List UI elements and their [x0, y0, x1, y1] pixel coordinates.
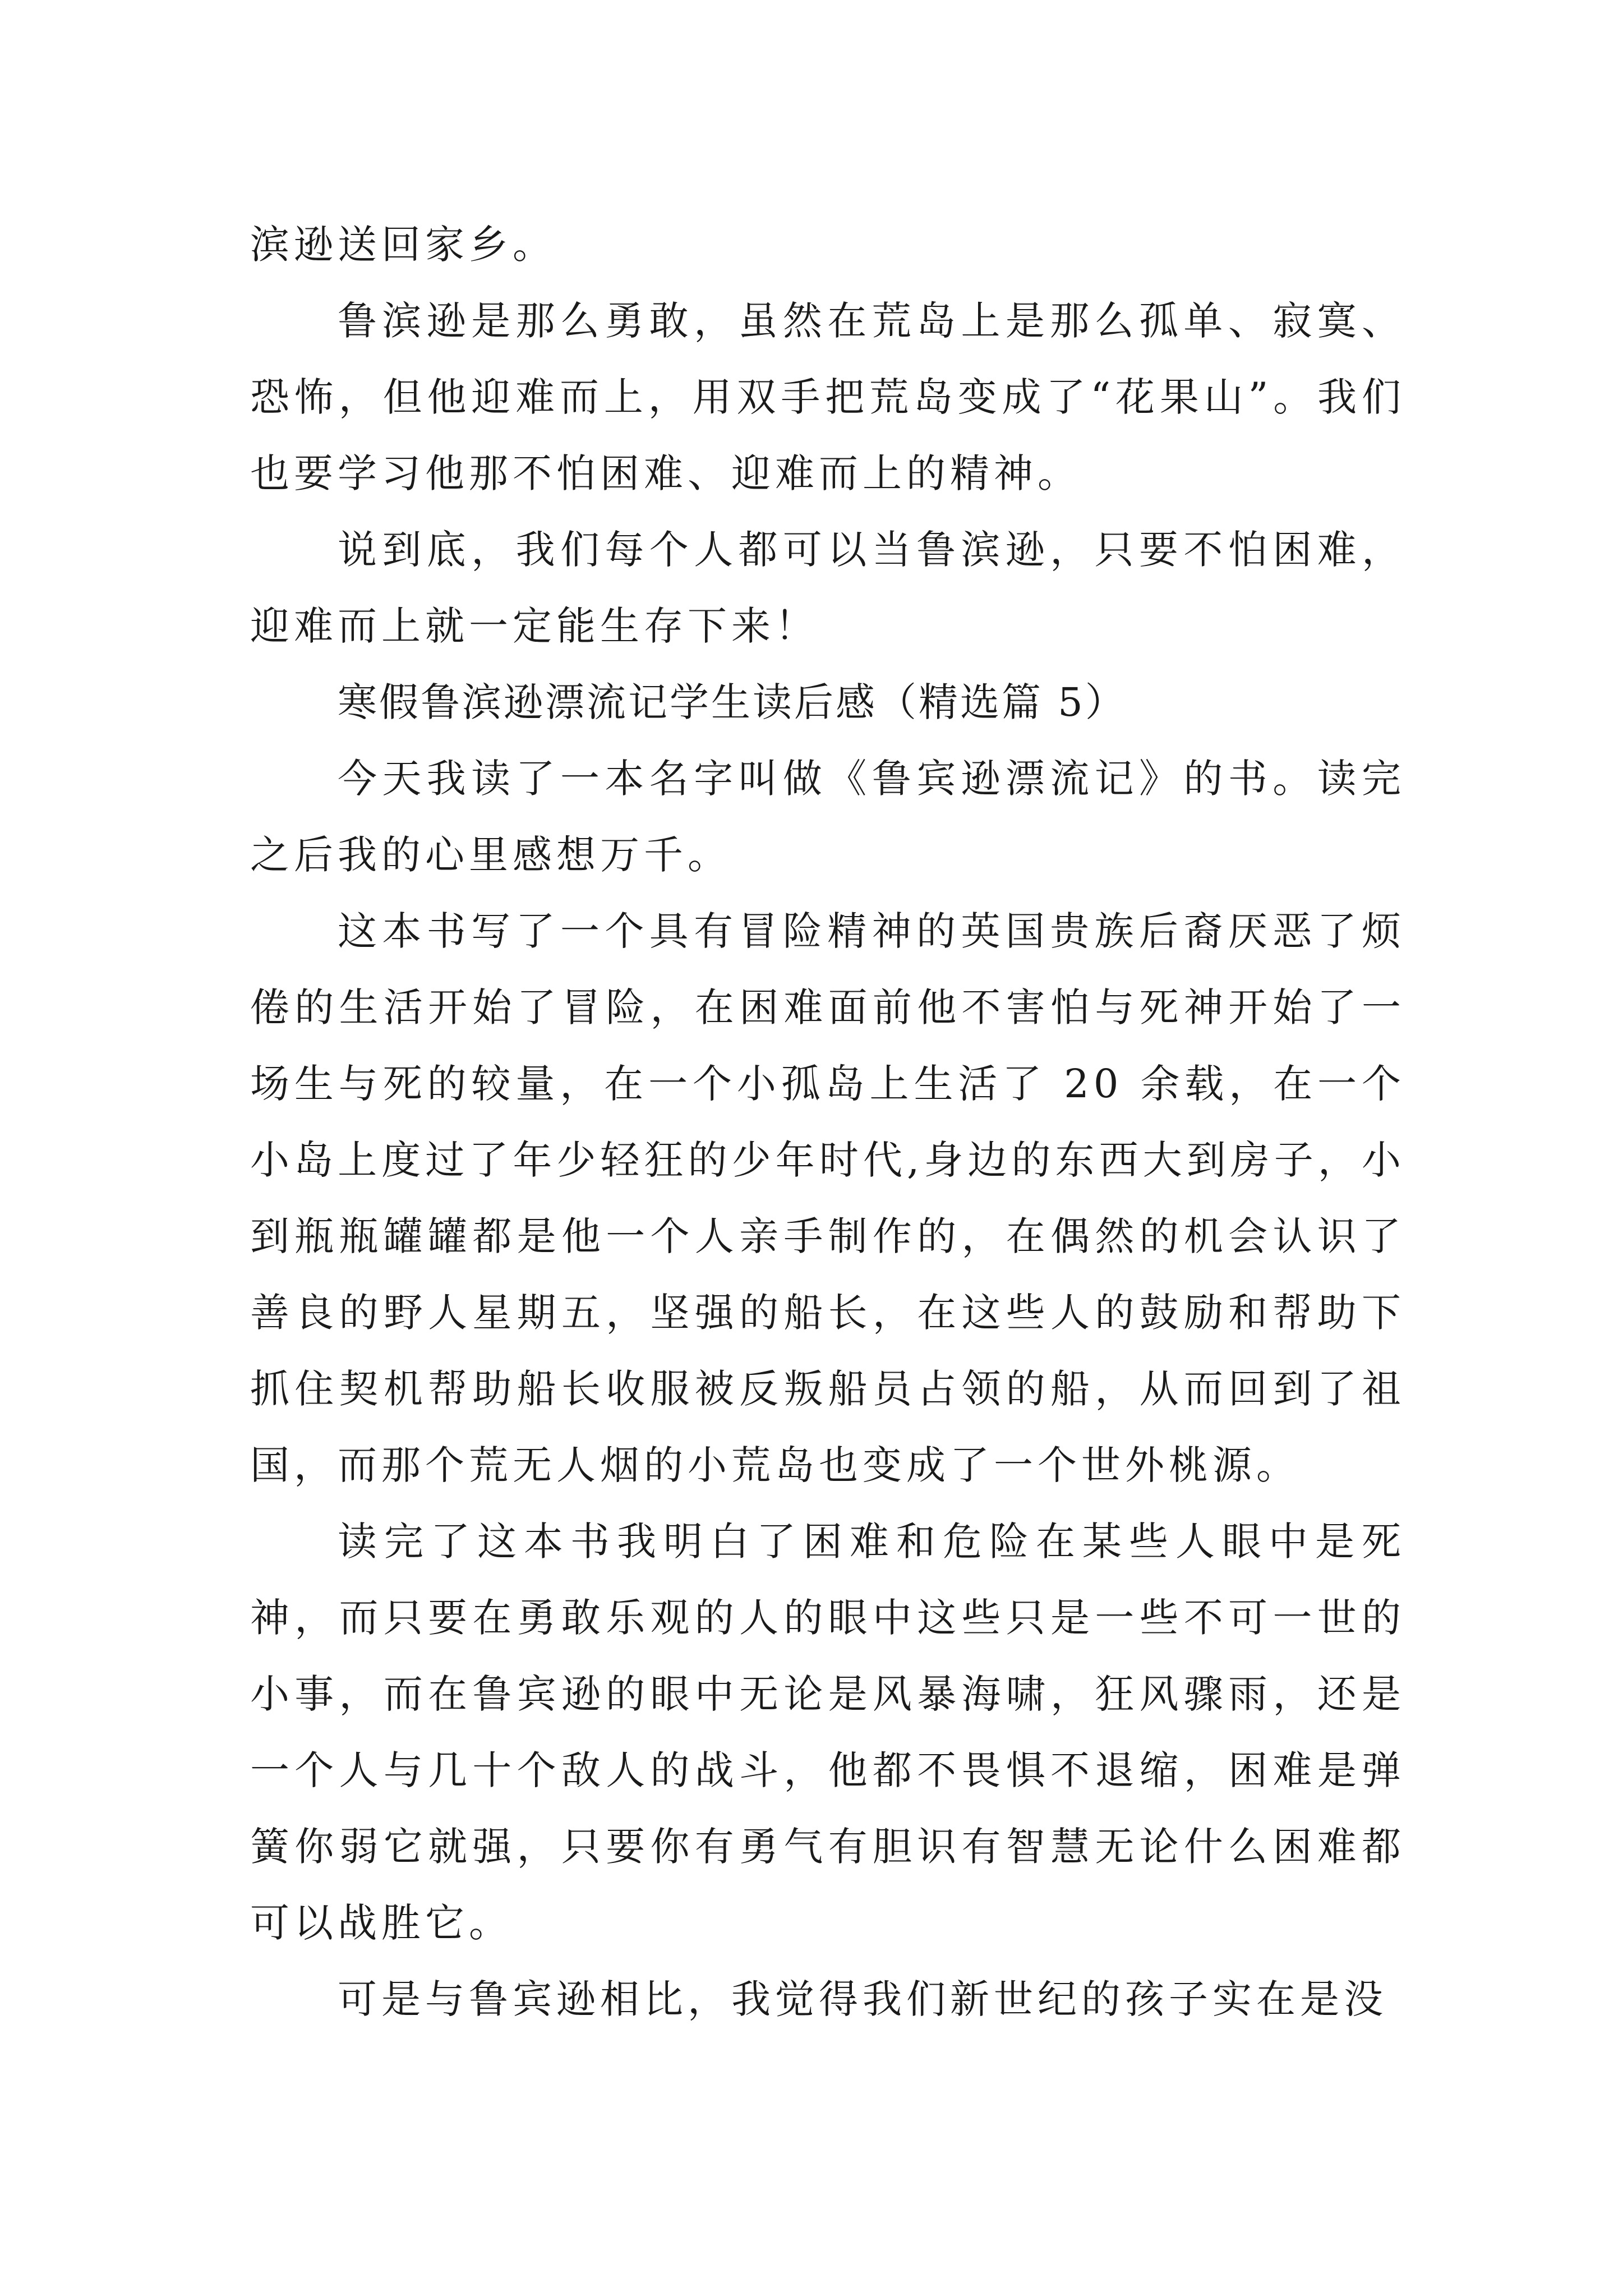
section-heading: 寒假鲁滨逊漂流记学生读后感（精选篇 5）	[338, 679, 1127, 725]
paragraph-reflection: 读完了这本书我明白了困难和危险在某些人眼中是死神，而只要在勇敢乐观的人的眼中这些只是一些不可一世的小事，而在鲁宾逊的眼中无论是风暴海啸，狂风骤雨，还是一个人与几十个敌人的战斗，他都不畏惧不退缩，困难是弹簧你弱它就强，只要你有勇气有胆识有智慧无论什么困难都可以战胜它。	[250, 1519, 1405, 1946]
paragraph-continuation: 滨逊送回家乡。	[250, 222, 556, 268]
paragraph-courage: 鲁滨逊是那么勇敢，虽然在荒岛上是那么孤单、寂寞、恐怖，但他迎难而上，用双手把荒岛变成了“花果山”。我们也要学习他那不怕困难、迎难而上的精神。	[250, 298, 1405, 496]
document-body	[250, 206, 1405, 2037]
paragraph-summary: 这本书写了一个具有冒险精神的英国贵族后裔厌恶了烦倦的生活开始了冒险，在困难面前他不害怕与死神开始了一场生与死的较量，在一个小孤岛上生活了 20 余载，在一个小岛上度过了年少轻狂的少年时代,身边的东西大到房子，小到瓶瓶罐罐都是他一个人亲手制作的，在偶然的机会认识了善良的野人星期五，坚强的船长，在这些人的鼓励和帮助下抓住契机帮助船长收服被反叛船员占领的船，从而回到了祖国，而那个荒无人烟的小荒岛也变成了一个世外桃源。	[250, 908, 1405, 1488]
paragraph-comparison: 可是与鲁宾逊相比，我觉得我们新世纪的孩子实在是没	[338, 1976, 1387, 2022]
paragraph-intro: 今天我读了一本名字叫做《鲁宾逊漂流记》的书。读完之后我的心里感想万千。	[250, 756, 1405, 878]
paragraph-conclusion: 说到底，我们每个人都可以当鲁滨逊，只要不怕困难，迎难而上就一定能生存下来！	[250, 527, 1405, 649]
